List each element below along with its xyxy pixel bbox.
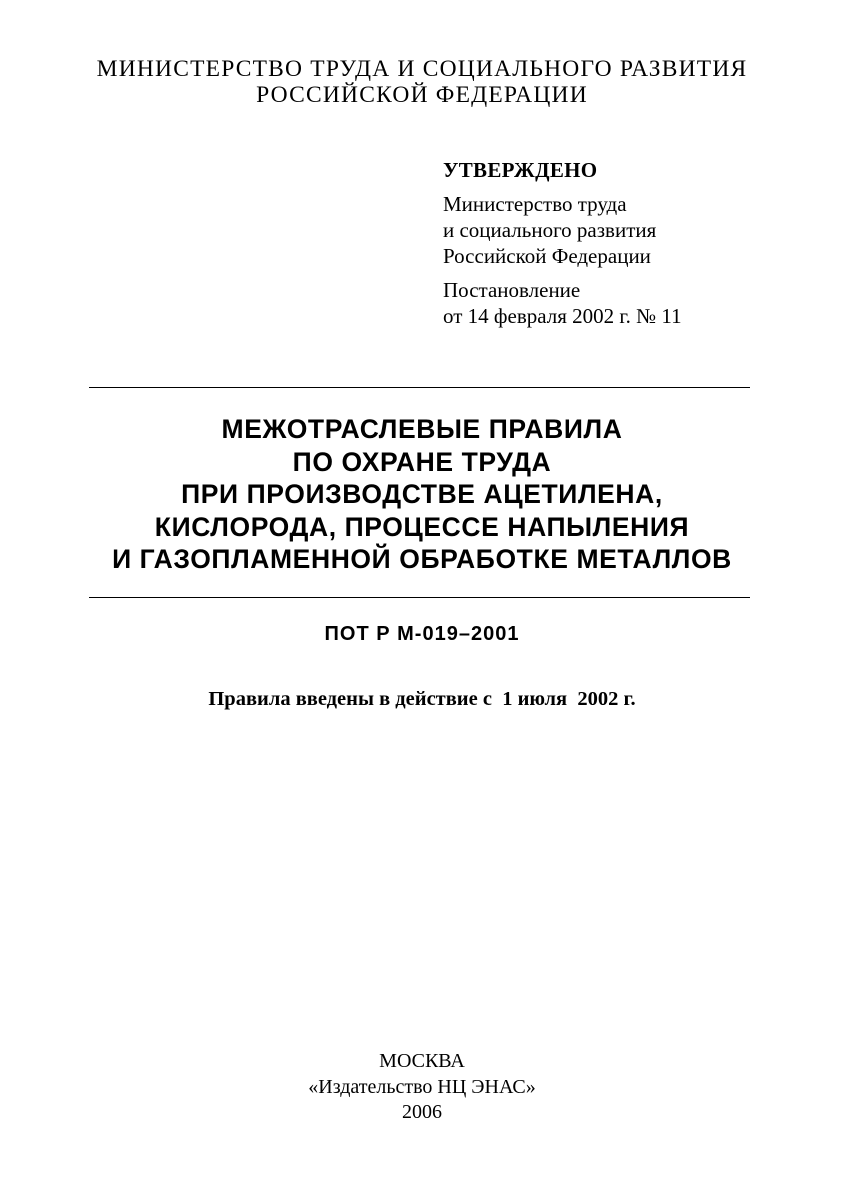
approval-block: [443, 157, 823, 337]
document-code: ПОТ Р М-019–2001: [324, 623, 520, 645]
approval-authority-line: Российской Федерации: [443, 244, 651, 268]
approval-authority: [443, 191, 823, 269]
approval-decree-line: Постановление: [443, 278, 581, 302]
title-line: И ГАЗОПЛАМЕННОЙ ОБРАБОТКЕ МЕТАЛЛОВ: [112, 544, 732, 574]
title-line: ПРИ ПРОИЗВОДСТВЕ АЦЕТИЛЕНА,: [181, 479, 663, 509]
approval-decree: [443, 277, 823, 329]
document-title: [0, 413, 844, 576]
title-line: МЕЖОТРАСЛЕВЫЕ ПРАВИЛА: [221, 414, 623, 444]
divider-bottom: [89, 597, 750, 598]
footer-year: 2006: [402, 1101, 442, 1123]
approval-decree-line: от 14 февраля 2002 г. № 11: [443, 304, 682, 328]
footer-publisher: «Издательство НЦ ЭНАС»: [308, 1075, 536, 1098]
ministry-header: [0, 56, 844, 108]
footer-city: МОСКВА: [379, 1050, 465, 1072]
approval-authority-line: Министерство труда: [443, 192, 627, 216]
title-line: КИСЛОРОДА, ПРОЦЕССЕ НАПЫЛЕНИЯ: [154, 511, 690, 542]
publisher-footer: [0, 1049, 844, 1126]
effective-date: Правила введены в действие с 1 июля 2002 г.: [208, 688, 636, 710]
approval-authority-line: и социального развития: [443, 218, 657, 242]
divider-top: [89, 387, 750, 388]
approval-heading: УТВЕРЖДЕНО: [443, 158, 598, 182]
ministry-line-2: РОССИЙСКОЙ ФЕДЕРАЦИИ: [256, 82, 588, 108]
ministry-line-1: МИНИСТЕРСТВО ТРУДА И СОЦИАЛЬНОГО РАЗВИТИЯ: [96, 56, 748, 82]
title-line: ПО ОХРАНЕ ТРУДА: [292, 446, 552, 477]
